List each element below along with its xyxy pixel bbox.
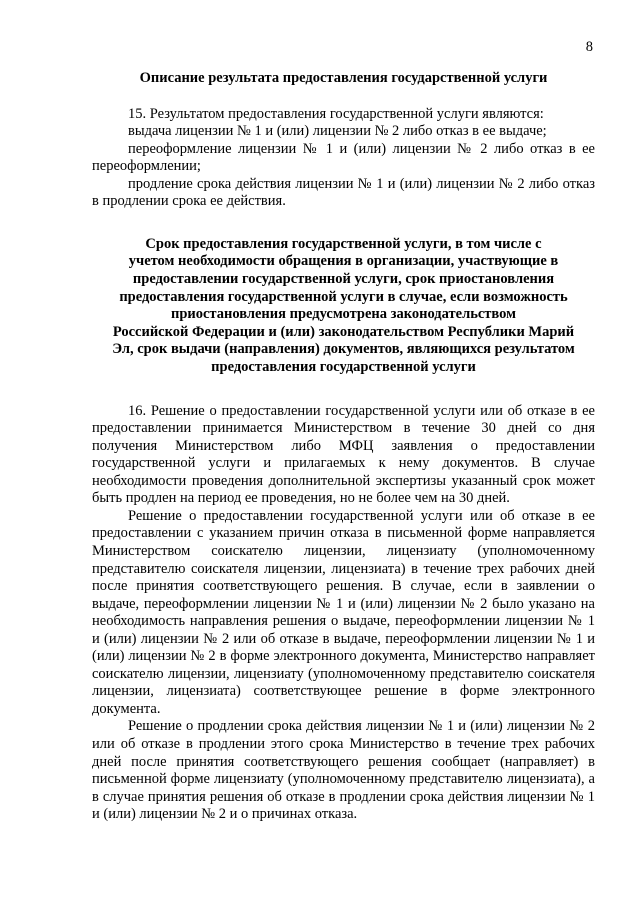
- heading-line: предоставлении государственной услуги, срок приостановления: [132, 271, 555, 288]
- document-body: [92, 70, 595, 824]
- paragraph-15: 15. Результатом предоставления государственной услуги являются:: [128, 105, 544, 122]
- paragraph-reissuance: переоформление лицензии № 1 и (или) лицензии № 2 либо отказ в ее переоформлении;: [92, 140, 595, 175]
- heading-line: предоставления государственной услуги: [211, 359, 476, 376]
- page-number: 8: [585, 39, 593, 55]
- section-heading-result: Описание результата предоставления государственной услуги: [139, 70, 548, 86]
- paragraph-decision-notice: Решение о предоставлении государственной услуги или об отказе в ее предоставлении с указанием причин отказа в письменной форме направляется Министерством соискателю лицензии, лицензиату (уполномоченному представителю соискателя лицензии, лицензиата) в течение трех рабочих дней после принятия соответствующего решения. В случае, если в заявлении о выдаче, переоформлении лицензии № 1 и (или) лицензии № 2 было указано на необходимость направления решения о выдаче, переоформлении лицензии № 1 и (или) лицензии № 2 или об отказе в выдаче, переоформлении лицензии № 1 и (или) лицензии № 2 в форме электронного документа, Министерство направляет соискателю лицензии, лицензиату (уполномоченному представителю соискателя лицензии, лицензиата) соответствующее решение в форме электронного документа.: [92, 507, 595, 717]
- heading-line: предоставления государственной услуги в случае, если возможность: [119, 288, 568, 305]
- paragraph-extension: продление срока действия лицензии № 1 и (или) лицензии № 2 либо отказ в продлении срока ее действия.: [92, 175, 595, 210]
- heading-line: Эл, срок выдачи (направления) документов, являющихся результатом: [112, 341, 575, 358]
- section-heading-term: [92, 236, 595, 377]
- heading-line: приостановления предусмотрена законодательством: [170, 306, 517, 323]
- paragraph-issuance: выдача лицензии № 1 и (или) лицензии № 2 либо отказ в ее выдаче;: [128, 123, 547, 140]
- heading-line: учетом необходимости обращения в организации, участвующие в: [128, 253, 559, 270]
- heading-line: Срок предоставления государственной услуги, в том числе с: [145, 235, 542, 252]
- paragraph-extension-decision: Решение о продлении срока действия лицензии № 1 и (или) лицензии № 2 или об отказе в продлении этого срока Министерство в течение трех рабочих дней после принятия соответствующего решения сообщает (направляет) в письменной форме лицензиату (уполномоченному представителю лицензиата), а в случае принятия решения об отказе в продлении срока действия лицензии № 1 и (или) лицензии № 2 и о причинах отказа.: [92, 718, 595, 823]
- paragraph-16: 16. Решение о предоставлении государственной услуги или об отказе в ее предоставлении принимается Министерством в течение 30 дней со дня получения Министерством либо МФЦ заявления о предоставлении государственной услуги и прилагаемых к нему документов. В случае необходимости проведения дополнительной экспертизы указанный срок может быть продлен на период ее проведения, но не более чем на 30 дней.: [92, 402, 595, 507]
- heading-line: Российской Федерации и (или) законодательством Республики Марий: [112, 323, 575, 340]
